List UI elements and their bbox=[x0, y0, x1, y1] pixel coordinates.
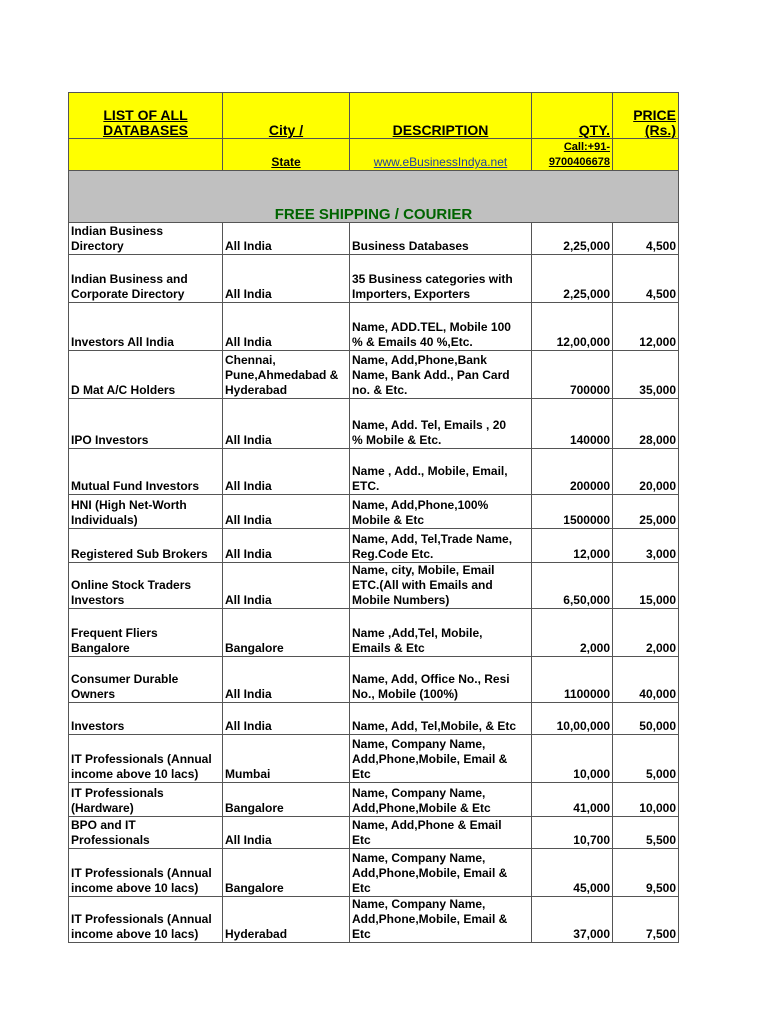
qty-cell: 12,000 bbox=[532, 529, 613, 563]
price-cell: 12,000 bbox=[613, 303, 679, 351]
database-name-cell: Consumer Durable Owners bbox=[69, 657, 223, 703]
description-cell: Business Databases bbox=[350, 223, 532, 255]
price-cell: 40,000 bbox=[613, 657, 679, 703]
qty-cell: 6,50,000 bbox=[532, 563, 613, 609]
database-name-cell: Online Stock Traders Investors bbox=[69, 563, 223, 609]
table-row bbox=[69, 399, 679, 449]
price-cell: 4,500 bbox=[613, 223, 679, 255]
city-state-cell: All India bbox=[223, 255, 350, 303]
header-state: State bbox=[223, 139, 350, 171]
price-cell: 7,500 bbox=[613, 897, 679, 943]
database-name-cell: Mutual Fund Investors bbox=[69, 449, 223, 495]
city-state-cell: All India bbox=[223, 495, 350, 529]
city-state-cell: All India bbox=[223, 529, 350, 563]
subheader-empty bbox=[69, 139, 223, 171]
database-name-cell: IT Professionals (Annual income above 10 lacs) bbox=[69, 849, 223, 897]
qty-cell: 1500000 bbox=[532, 495, 613, 529]
table-row bbox=[69, 783, 679, 817]
qty-cell: 10,700 bbox=[532, 817, 613, 849]
description-cell: Name, Company Name, Add,Phone,Mobile, Email & Etc bbox=[350, 897, 532, 943]
qty-cell: 37,000 bbox=[532, 897, 613, 943]
city-state-cell: Bangalore bbox=[223, 849, 350, 897]
table-row bbox=[69, 657, 679, 703]
price-cell: 28,000 bbox=[613, 399, 679, 449]
city-state-cell: All India bbox=[223, 657, 350, 703]
qty-cell: 140000 bbox=[532, 399, 613, 449]
description-cell: Name, Add,Phone,100% Mobile & Etc bbox=[350, 495, 532, 529]
table-row bbox=[69, 735, 679, 783]
description-cell: Name, Add,Phone,Bank Name, Bank Add., Pan Card no. & Etc. bbox=[350, 351, 532, 399]
description-cell: Name, city, Mobile, Email ETC.(All with Emails and Mobile Numbers) bbox=[350, 563, 532, 609]
price-cell: 20,000 bbox=[613, 449, 679, 495]
qty-cell: 12,00,000 bbox=[532, 303, 613, 351]
database-name-cell: IT Professionals (Annual income above 10 lacs) bbox=[69, 735, 223, 783]
description-cell: Name, Add, Tel,Trade Name, Reg.Code Etc. bbox=[350, 529, 532, 563]
free-shipping-banner: FREE SHIPPING / COURIER bbox=[69, 171, 679, 223]
table-row bbox=[69, 351, 679, 399]
price-cell: 10,000 bbox=[613, 783, 679, 817]
description-cell: Name, Add, Office No., Resi No., Mobile (100%) bbox=[350, 657, 532, 703]
price-cell: 5,500 bbox=[613, 817, 679, 849]
table-row bbox=[69, 495, 679, 529]
header-description: DESCRIPTION bbox=[350, 93, 532, 139]
description-cell: Name, Add,Phone & Email Etc bbox=[350, 817, 532, 849]
database-name-cell: Investors All India bbox=[69, 303, 223, 351]
shipping-row bbox=[69, 171, 679, 223]
description-cell: Name, Company Name, Add,Phone,Mobile, Email & Etc bbox=[350, 735, 532, 783]
table-row bbox=[69, 817, 679, 849]
qty-cell: 10,00,000 bbox=[532, 703, 613, 735]
database-name-cell: IT Professionals (Hardware) bbox=[69, 783, 223, 817]
call-number: Call:+91- 9700406678 bbox=[532, 139, 613, 171]
description-cell: Name, Add. Tel, Emails , 20 % Mobile & Etc. bbox=[350, 399, 532, 449]
header-city: City / bbox=[223, 93, 350, 139]
table-row bbox=[69, 849, 679, 897]
database-name-cell: IPO Investors bbox=[69, 399, 223, 449]
subheader-empty-price bbox=[613, 139, 679, 171]
qty-cell: 10,000 bbox=[532, 735, 613, 783]
city-state-cell: Bangalore bbox=[223, 783, 350, 817]
city-state-cell: All India bbox=[223, 703, 350, 735]
database-name-cell: Frequent Fliers Bangalore bbox=[69, 609, 223, 657]
description-cell: Name , Add., Mobile, Email, ETC. bbox=[350, 449, 532, 495]
qty-cell: 1100000 bbox=[532, 657, 613, 703]
price-cell: 5,000 bbox=[613, 735, 679, 783]
description-cell: 35 Business categories with Importers, Exporters bbox=[350, 255, 532, 303]
price-cell: 9,500 bbox=[613, 849, 679, 897]
description-cell: Name ,Add,Tel, Mobile, Emails & Etc bbox=[350, 609, 532, 657]
price-cell: 4,500 bbox=[613, 255, 679, 303]
qty-cell: 2,25,000 bbox=[532, 255, 613, 303]
database-name-cell: Indian Business Directory bbox=[69, 223, 223, 255]
description-cell: Name, Add, Tel,Mobile, & Etc bbox=[350, 703, 532, 735]
table-row bbox=[69, 563, 679, 609]
header-qty: QTY. bbox=[532, 93, 613, 139]
website-link[interactable]: www.eBusinessIndya.net bbox=[350, 139, 532, 171]
qty-cell: 200000 bbox=[532, 449, 613, 495]
qty-cell: 2,000 bbox=[532, 609, 613, 657]
table-row bbox=[69, 255, 679, 303]
city-state-cell: All India bbox=[223, 399, 350, 449]
price-cell: 25,000 bbox=[613, 495, 679, 529]
table-row bbox=[69, 529, 679, 563]
city-state-cell: All India bbox=[223, 449, 350, 495]
price-cell: 3,000 bbox=[613, 529, 679, 563]
table-row bbox=[69, 609, 679, 657]
city-state-cell: Chennai, Pune,Ahmedabad & Hyderabad bbox=[223, 351, 350, 399]
table-row bbox=[69, 223, 679, 255]
description-cell: Name, Company Name, Add,Phone,Mobile, Email & Etc bbox=[350, 849, 532, 897]
description-cell: Name, ADD.TEL, Mobile 100 % & Emails 40 %,Etc. bbox=[350, 303, 532, 351]
subheader-row bbox=[69, 139, 679, 171]
qty-cell: 41,000 bbox=[532, 783, 613, 817]
city-state-cell: Bangalore bbox=[223, 609, 350, 657]
city-state-cell: Mumbai bbox=[223, 735, 350, 783]
city-state-cell: All India bbox=[223, 563, 350, 609]
city-state-cell: All India bbox=[223, 817, 350, 849]
header-row bbox=[69, 93, 679, 139]
table-row bbox=[69, 449, 679, 495]
price-cell: 35,000 bbox=[613, 351, 679, 399]
table-row bbox=[69, 703, 679, 735]
database-name-cell: IT Professionals (Annual income above 10 lacs) bbox=[69, 897, 223, 943]
city-state-cell: All India bbox=[223, 303, 350, 351]
database-name-cell: D Mat A/C Holders bbox=[69, 351, 223, 399]
city-state-cell: Hyderabad bbox=[223, 897, 350, 943]
header-list-of-all-databases: LIST OF ALL DATABASES bbox=[69, 93, 223, 139]
table-row bbox=[69, 897, 679, 943]
database-name-cell: Indian Business and Corporate Directory bbox=[69, 255, 223, 303]
price-cell: 15,000 bbox=[613, 563, 679, 609]
qty-cell: 700000 bbox=[532, 351, 613, 399]
database-name-cell: Investors bbox=[69, 703, 223, 735]
database-name-cell: BPO and IT Professionals bbox=[69, 817, 223, 849]
city-state-cell: All India bbox=[223, 223, 350, 255]
database-name-cell: HNI (High Net-Worth Individuals) bbox=[69, 495, 223, 529]
header-price: PRICE (Rs.) bbox=[613, 93, 679, 139]
description-cell: Name, Company Name, Add,Phone,Mobile & Etc bbox=[350, 783, 532, 817]
price-cell: 50,000 bbox=[613, 703, 679, 735]
database-name-cell: Registered Sub Brokers bbox=[69, 529, 223, 563]
price-cell: 2,000 bbox=[613, 609, 679, 657]
table-row bbox=[69, 303, 679, 351]
database-price-table bbox=[68, 92, 679, 943]
qty-cell: 45,000 bbox=[532, 849, 613, 897]
qty-cell: 2,25,000 bbox=[532, 223, 613, 255]
